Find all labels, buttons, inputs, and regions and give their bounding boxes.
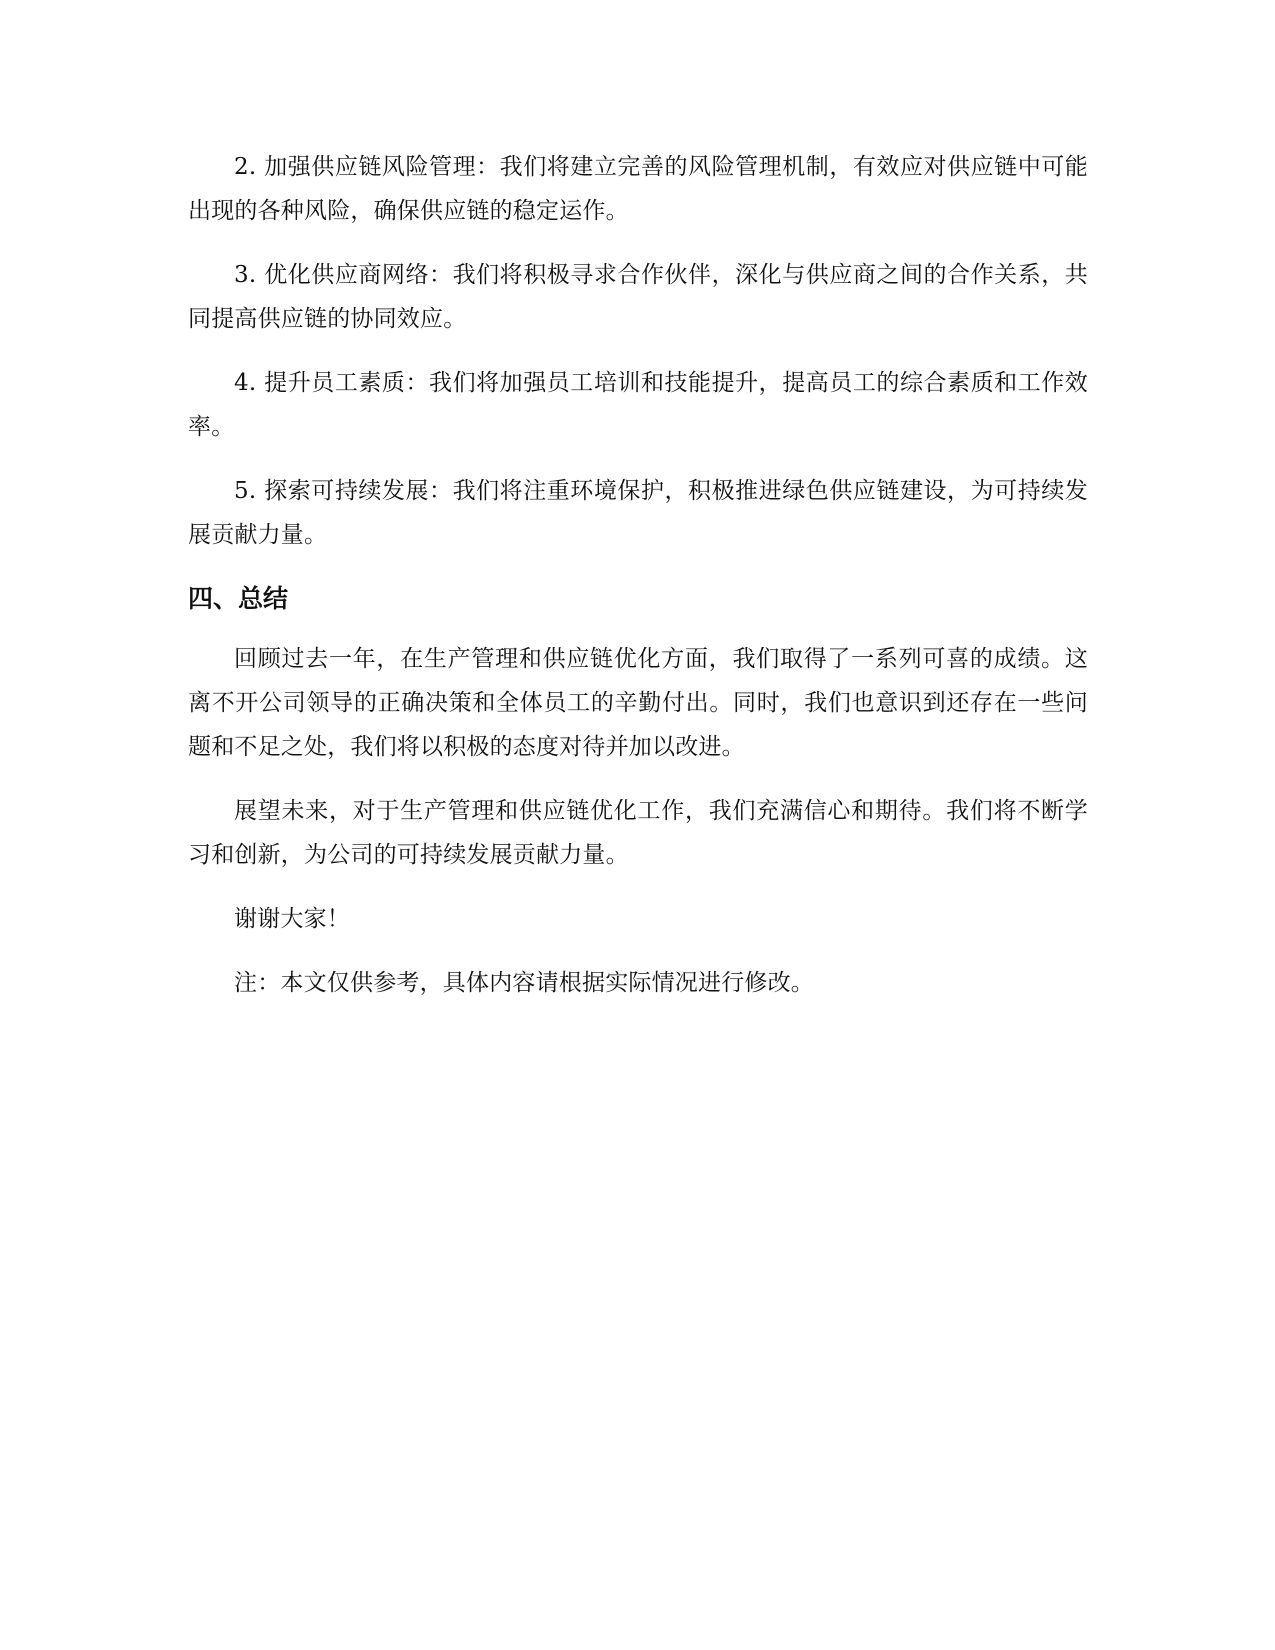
summary-paragraph-outlook: 展望未来，对于生产管理和供应链优化工作，我们充满信心和期待。我们将不断学习和创新，为公司的可持续发展贡献力量。 [188,798,1088,868]
list-item-3: 3. 优化供应商网络：我们将积极寻求合作伙伴，深化与供应商之间的合作关系，共同提高供应链的协同效应。 [188,262,1088,332]
section-heading-summary: 四、总结 [188,584,289,613]
summary-paragraph-review: 回顾过去一年，在生产管理和供应链优化方面，我们取得了一系列可喜的成绩。这离不开公司领导的正确决策和全体员工的辛勤付出。同时，我们也意识到还存在一些问题和不足之处，我们将以积极的态度对待并加以改进。 [188,646,1088,760]
thanks-line: 谢谢大家！ [234,906,350,932]
note-line: 注：本文仅供参考，具体内容请根据实际情况进行修改。 [234,970,814,996]
list-item-5: 5. 探索可持续发展：我们将注重环境保护，积极推进绿色供应链建设，为可持续发展贡献力量。 [188,478,1088,548]
document-body [188,145,1088,1025]
list-item-2: 2. 加强供应链风险管理：我们将建立完善的风险管理机制，有效应对供应链中可能出现的各种风险，确保供应链的稳定运作。 [188,154,1088,224]
list-item-4: 4. 提升员工素质：我们将加强员工培训和技能提升，提高员工的综合素质和工作效率。 [188,370,1088,440]
